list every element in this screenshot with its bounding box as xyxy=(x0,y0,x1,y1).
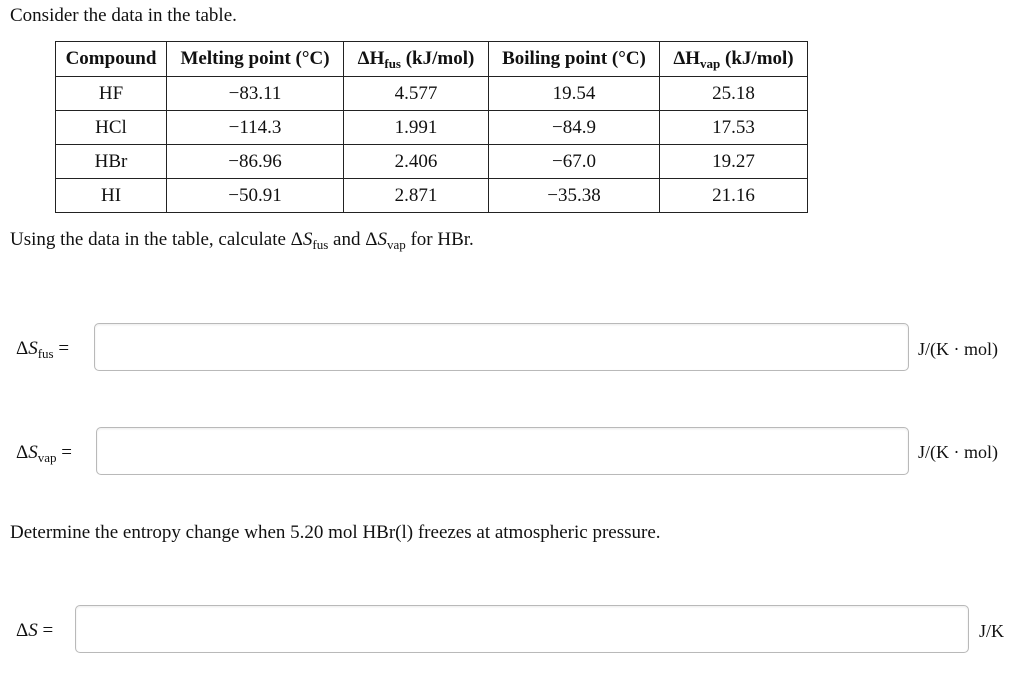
cell-boiling-point: 19.54 xyxy=(489,77,660,111)
cell-dh-fus: 2.871 xyxy=(344,179,489,213)
cell-dh-fus: 1.991 xyxy=(344,111,489,145)
header-melting-point: Melting point (°C) xyxy=(167,42,344,77)
cell-boiling-point: −84.9 xyxy=(489,111,660,145)
delta-s-vap-label: $\Delta S_{vap}$ = xyxy=(16,442,72,465)
cell-boiling-point: −35.38 xyxy=(489,179,660,213)
cell-melting-point: −83.11 xyxy=(167,77,344,111)
table-row xyxy=(56,145,808,179)
table-header-row xyxy=(56,42,808,77)
delta-s-input[interactable] xyxy=(75,605,969,653)
cell-dh-vap: 25.18 xyxy=(660,77,808,111)
header-dh-vap: $\Delta H_{vap}$ (kJ/mol) xyxy=(660,42,808,77)
cell-dh-vap: 17.53 xyxy=(660,111,808,145)
data-table xyxy=(55,41,808,213)
delta-s-fus-unit: J/(K · mol) xyxy=(918,339,998,359)
delta-s-fus-label: $\Delta S_{fus}$ = xyxy=(16,338,70,361)
cell-dh-vap: 19.27 xyxy=(660,145,808,179)
cell-dh-vap: 21.16 xyxy=(660,179,808,213)
table-row xyxy=(56,179,808,213)
delta-s-fus-input[interactable] xyxy=(94,323,909,371)
delta-s-unit: J/K xyxy=(979,621,1005,641)
cell-melting-point: −86.96 xyxy=(167,145,344,179)
cell-dh-fus: 4.577 xyxy=(344,77,489,111)
cell-compound: HF xyxy=(56,77,167,111)
question-freezing-entropy: Determine the entropy change when 5.20 mol HBr(l) freezes at atmospheric pressure. xyxy=(10,522,661,543)
header-boiling-point: Boiling point (°C) xyxy=(489,42,660,77)
table-row xyxy=(56,77,808,111)
cell-melting-point: −114.3 xyxy=(167,111,344,145)
cell-compound: HI xyxy=(56,179,167,213)
cell-boiling-point: −67.0 xyxy=(489,145,660,179)
cell-dh-fus: 2.406 xyxy=(344,145,489,179)
question-entropy-fus-vap: Using the data in the table, calculate $\Delta S_{fus}$ and $\Delta S_{vap}$ for HBr. xyxy=(10,229,474,252)
intro-text: Consider the data in the table. xyxy=(10,5,237,26)
cell-compound: HBr xyxy=(56,145,167,179)
header-dh-fus: $\Delta H_{fus}$ (kJ/mol) xyxy=(344,42,489,77)
delta-s-vap-unit: J/(K · mol) xyxy=(918,442,998,462)
cell-compound: HCl xyxy=(56,111,167,145)
delta-s-label: ΔS = xyxy=(16,620,54,641)
delta-s-vap-input[interactable] xyxy=(96,427,909,475)
cell-melting-point: −50.91 xyxy=(167,179,344,213)
header-compound: Compound xyxy=(56,42,167,77)
table-row xyxy=(56,111,808,145)
